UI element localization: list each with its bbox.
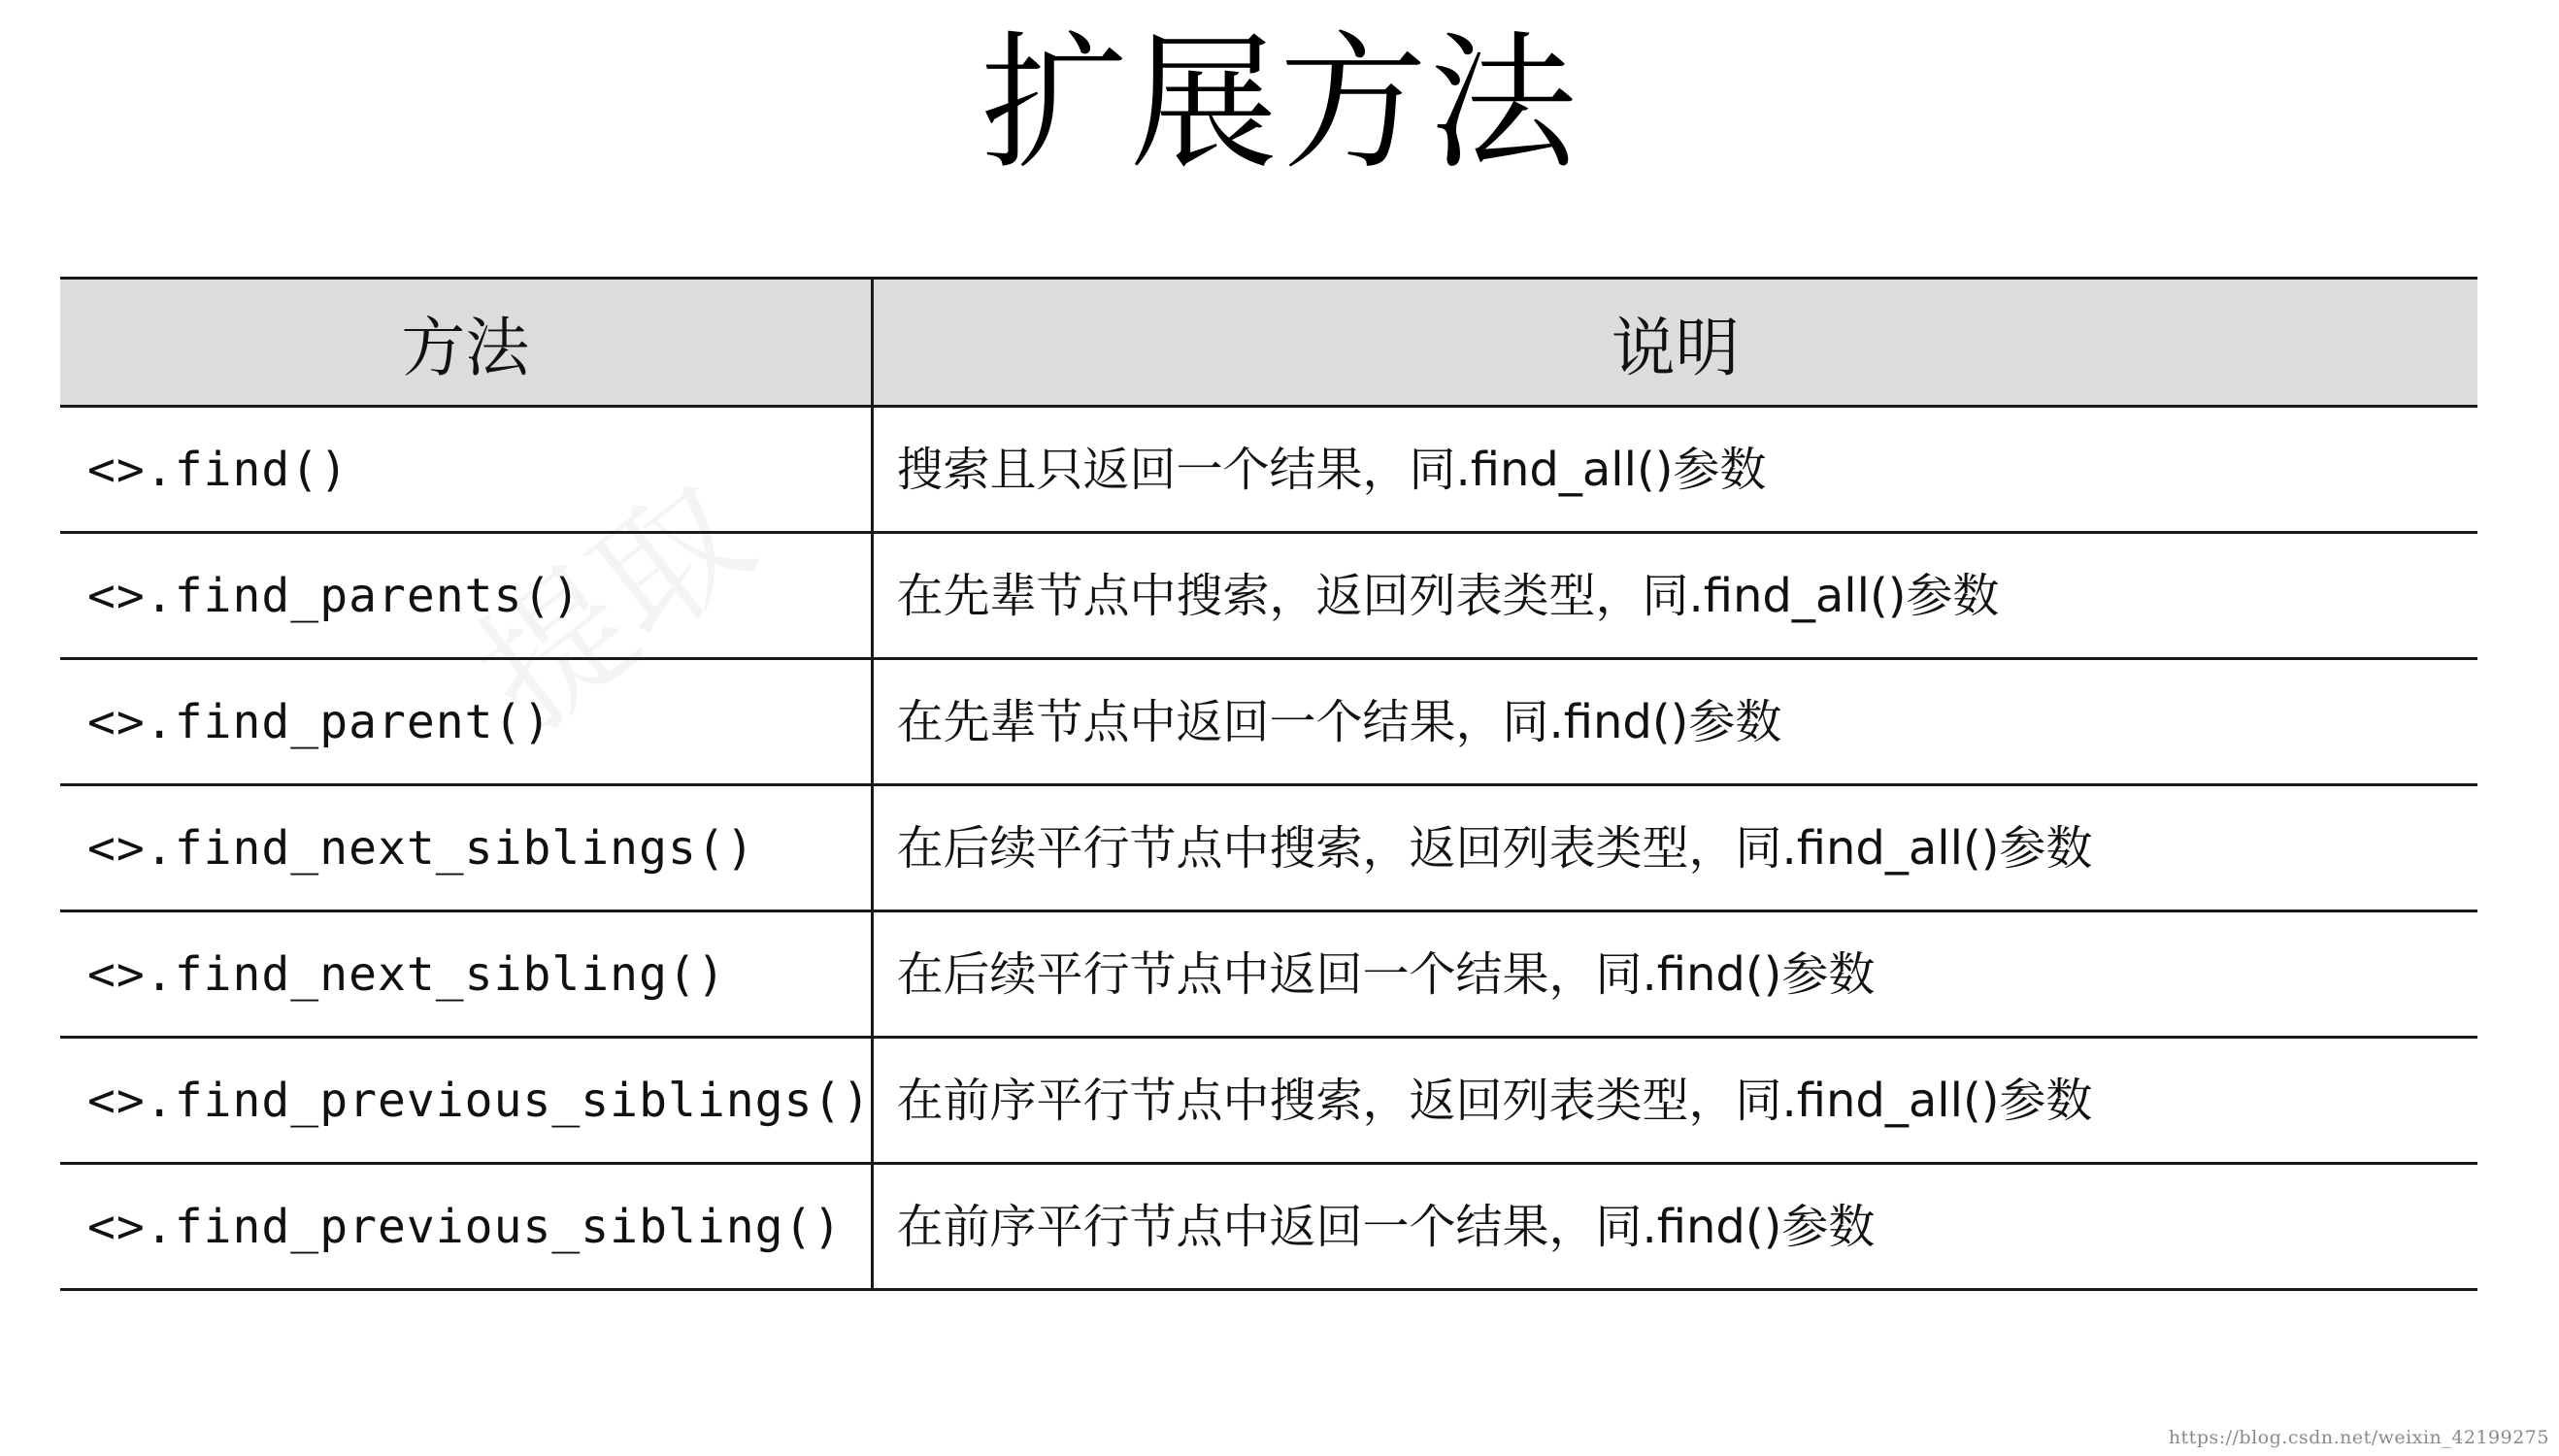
table-header-row: [60, 279, 2477, 407]
table-row: [60, 533, 2477, 659]
description-cell: 在后续平行节点中搜索，返回列表类型，同.find_all()参数: [872, 785, 2477, 911]
method-cell: <>.find_next_sibling(): [60, 911, 872, 1038]
methods-table: [60, 277, 2477, 1291]
description-cell: 在先辈节点中返回一个结果，同.find()参数: [872, 659, 2477, 785]
method-cell: <>.find_next_siblings(): [60, 785, 872, 911]
table-row: [60, 407, 2477, 533]
method-cell: <>.find_previous_sibling(): [60, 1164, 872, 1290]
table-row: [60, 1164, 2477, 1290]
column-header-method: 方法: [60, 279, 872, 407]
description-cell: 搜索且只返回一个结果，同.find_all()参数: [872, 407, 2477, 533]
method-cell: <>.find(): [60, 407, 872, 533]
description-cell: 在前序平行节点中搜索，返回列表类型，同.find_all()参数: [872, 1038, 2477, 1164]
method-cell: <>.find_previous_siblings(): [60, 1038, 872, 1164]
description-cell: 在先辈节点中搜索，返回列表类型，同.find_all()参数: [872, 533, 2477, 659]
description-cell: 在前序平行节点中返回一个结果，同.find()参数: [872, 1164, 2477, 1290]
table-row: [60, 1038, 2477, 1164]
source-url-watermark: https://blog.csdn.net/weixin_42199275: [2168, 1427, 2549, 1448]
table-row: [60, 785, 2477, 911]
methods-table-container: [60, 277, 2477, 1291]
description-cell: 在后续平行节点中返回一个结果，同.find()参数: [872, 911, 2477, 1038]
table-row: [60, 911, 2477, 1038]
method-cell: <>.find_parents(): [60, 533, 872, 659]
page-title: 扩展方法: [980, 17, 1579, 189]
method-cell: <>.find_parent(): [60, 659, 872, 785]
table-row: [60, 659, 2477, 785]
column-header-description: 说明: [872, 279, 2477, 407]
